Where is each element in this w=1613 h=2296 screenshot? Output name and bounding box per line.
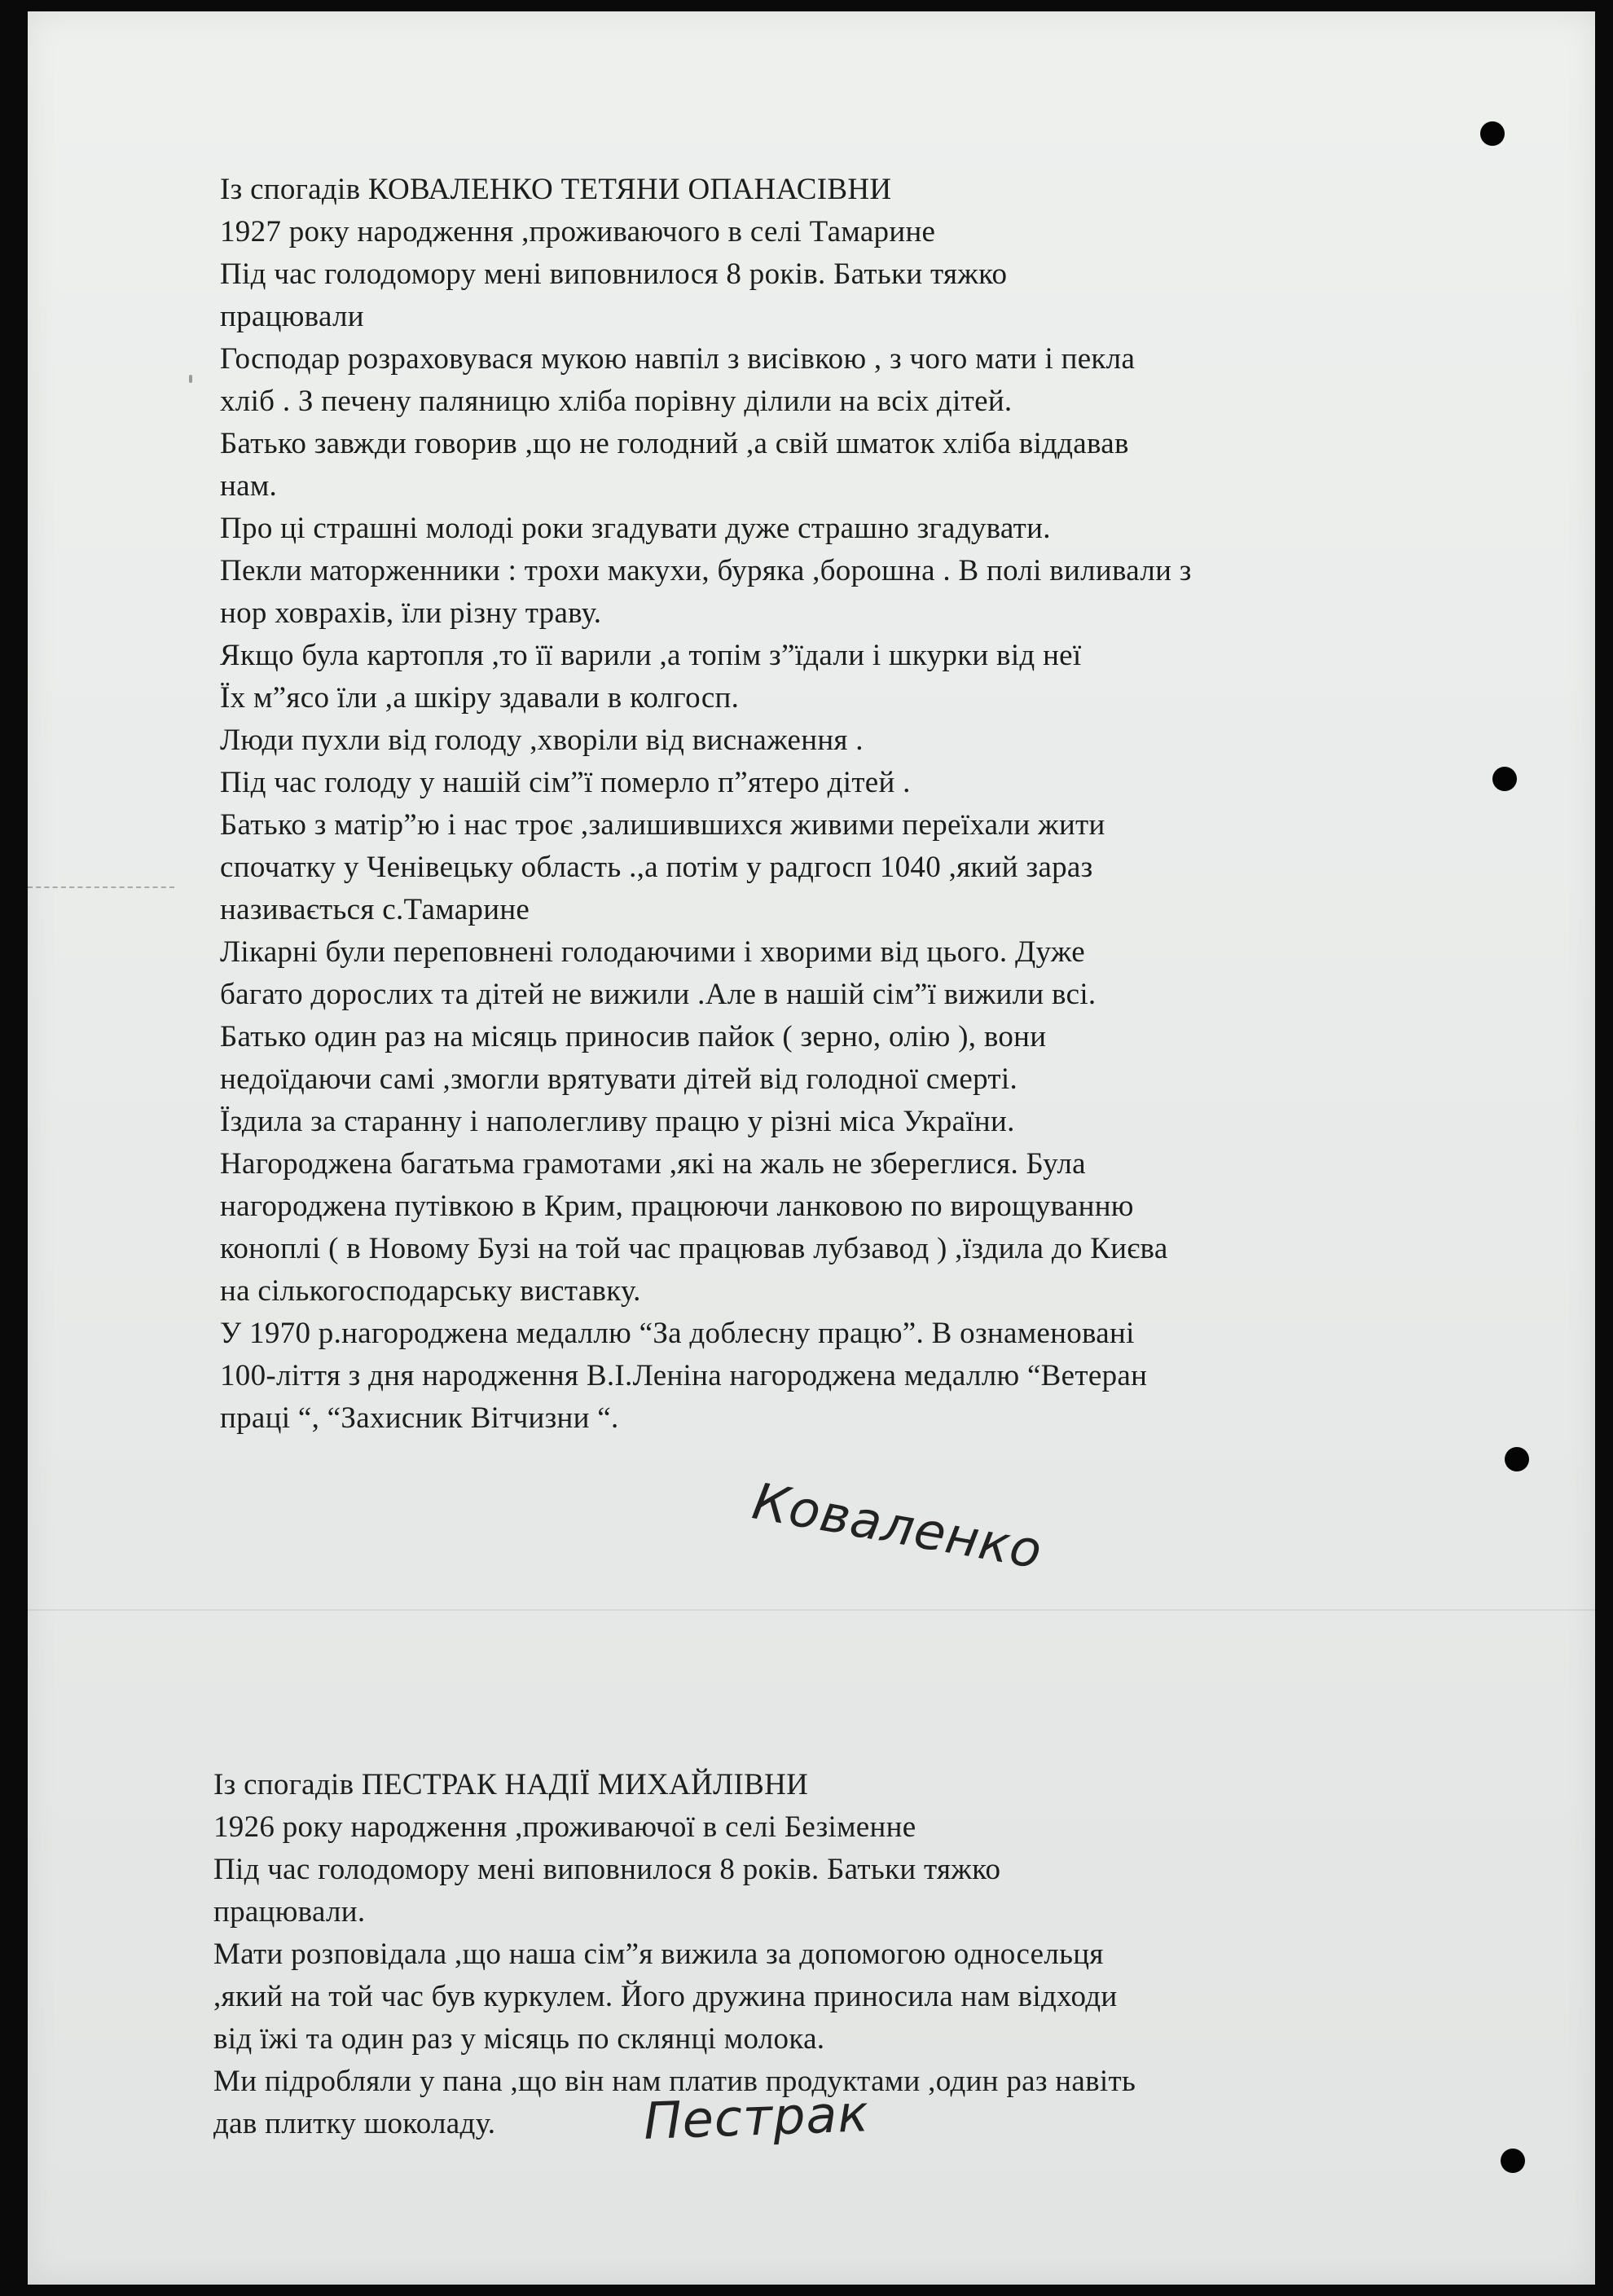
memoir-line: дав плитку шоколаду. — [213, 2107, 496, 2140]
memoir-line: працювали — [220, 300, 364, 333]
memoir-line: Пекли маторженники : трохи макухи, буряка ,борошна . В полі виливали з — [220, 554, 1192, 587]
memoir-line: на сількогосподарську виставку. — [220, 1274, 641, 1308]
memoir-pestrak — [213, 1764, 1136, 2145]
memoir-line: Під час голодомору мені виповнилося 8 років. Батьки тяжко — [220, 257, 1008, 291]
memoir-line: нам. — [220, 469, 278, 503]
memoir-title-line: Із спогадів КОВАЛЕНКО ТЕТЯНИ ОПАНАСІВНИ — [220, 173, 892, 206]
page-fold-line — [28, 1609, 1595, 1611]
memoir-line: 100-ліття з дня народження В.І.Леніна нагороджена медаллю “Ветеран — [220, 1359, 1148, 1392]
memoir-line: називається с.Тамарине — [220, 893, 530, 926]
memoir-line: Про ці страшні молоді роки згадувати дуже страшно згадувати. — [220, 512, 1051, 545]
punch-hole-bottom — [1501, 2149, 1525, 2173]
signature-kovalenko: Коваленко — [748, 1471, 1048, 1581]
memoir-line: спочатку у Ченівецьку область .,а потім у радгосп 1040 ,який зараз — [220, 851, 1093, 884]
memoir-line: Господар розраховувася мукою навпіл з висівкою , з чого мати і пекла — [220, 342, 1136, 376]
memoir-line: нагороджена путівкою в Крим, працюючи ланковою по вирощуванню — [220, 1190, 1134, 1223]
memoir-line: ,який на той час був куркулем. Його дружина приносила нам відходи — [213, 1980, 1118, 2013]
memoir-kovalenko — [220, 169, 1192, 1440]
memoir-line: Лікарні були переповнені голодаючими і хворими від цього. Дуже — [220, 935, 1085, 969]
memoir-line: Їх м”ясо їли ,а шкіру здавали в колгосп. — [220, 681, 740, 715]
memoir-line: праці “, “Захисник Вітчизни “. — [220, 1401, 619, 1435]
memoir-line: працювали. — [213, 1895, 366, 1929]
memoir-line: Ми підробляли у пана ,що він нам платив продуктами ,один раз навіть — [213, 2065, 1136, 2098]
memoir-line: Батько з матір”ю і нас троє ,залишившихся живими переїхали жити — [220, 808, 1105, 842]
memoir-line: нор ховрахів, їли різну траву. — [220, 596, 602, 630]
memoir-line: Батько завжди говорив ,що не голодний ,а свій шматок хліба віддавав — [220, 427, 1129, 460]
memoir-line: Під час голодомору мені виповнилося 8 років. Батьки тяжко — [213, 1853, 1001, 1886]
memoir-title-line: Із спогадів ПЕСТРАК НАДІЇ МИХАЙЛІВНИ — [213, 1768, 809, 1801]
memoir-line: 1926 року народження ,проживаючої в селі Безіменне — [213, 1810, 916, 1844]
memoir-line: недоїдаючи самі ,змогли врятувати дітей від голодної смерті. — [220, 1062, 1017, 1096]
memoir-line: 1927 року народження ,проживаючого в селі Тамарине — [220, 215, 936, 249]
memoir-line: Мати розповідала ,що наша сім”я вижила за допомогою односельця — [213, 1938, 1104, 1971]
memoir-line: У 1970 р.нагороджена медаллю “За доблесну працю”. В ознаменовані — [220, 1317, 1135, 1350]
memoir-line: Нагороджена багатьма грамотами ,які на жаль не збереглися. Була — [220, 1147, 1086, 1181]
paper-mark — [189, 375, 192, 383]
memoir-line: Під час голоду у нашій сім”ї померло п”ятеро дітей . — [220, 766, 911, 799]
memoir-line: багато дорослих та дітей не вижили .Але в нашій сім”ї вижили всі. — [220, 978, 1097, 1011]
memoir-line: Якщо була картопля ,то її варили ,а топім з”їдали і шкурки від неї — [220, 639, 1082, 672]
memoir-line: хліб . З печену паляницю хліба порівну ділили на всіх дітей. — [220, 385, 1013, 418]
memoir-line: коноплі ( в Новому Бузі на той час працював лубзавод ) ,їздила до Києва — [220, 1232, 1168, 1265]
memoir-line: Люди пухли від голоду ,хворіли від виснаження . — [220, 724, 864, 757]
signature-pestrak: Пестрак — [642, 2083, 870, 2151]
punch-hole-lower-middle — [1505, 1447, 1529, 1471]
memoir-line: Їздила за старанну і наполегливу працю у різні міса України. — [220, 1105, 1015, 1138]
binding-dash-mark — [28, 886, 174, 888]
memoir-line: від їжі та один раз у місяць по склянці молока. — [213, 2022, 825, 2056]
memoir-line: Батько один раз на місяць приносив пайок ( зерно, олію ), вони — [220, 1020, 1047, 1053]
punch-hole-top — [1480, 121, 1505, 146]
punch-hole-upper-middle — [1492, 767, 1517, 791]
